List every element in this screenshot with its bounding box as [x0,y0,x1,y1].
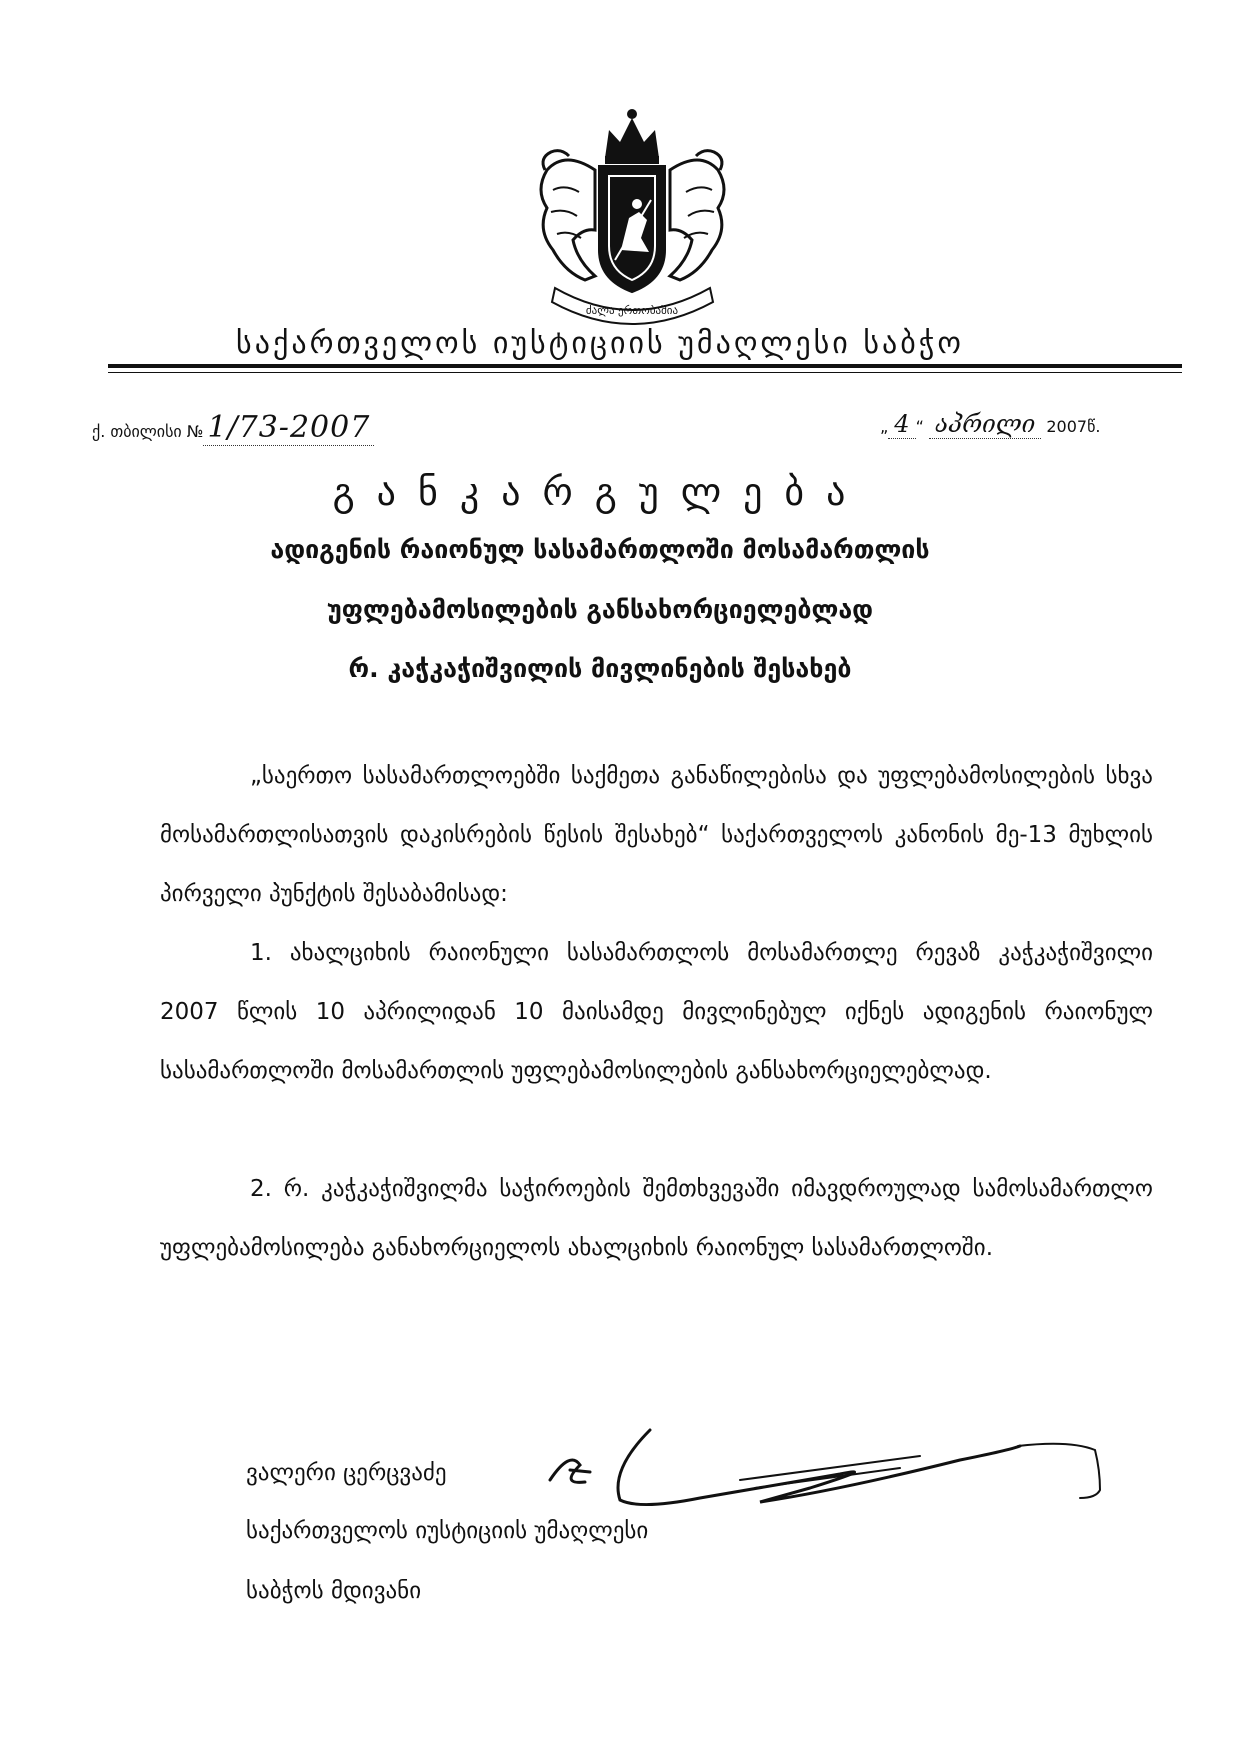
institution-name: საქართველოს იუსტიციის უმაღლესი საბჭო [236,326,964,361]
document-number-line [92,410,374,445]
decision-item-2: 2. რ. კაჭკაჭიშვილმა საჭიროების შემთხვევაში იმავდროულად სამოსამართლო უფლებამოსილება განახორციელოს ახალციხის რაიონულ სასამართლოში. [160,1176,1153,1261]
date-suffix: წ. [1087,417,1101,436]
date-day: 4 [888,410,915,439]
date-month: აპრილი [929,410,1041,439]
signatory-name: ვალერი ცერცვაძე [246,1460,447,1486]
date-quote-open: „ [880,417,889,436]
date-year: 2007 [1046,417,1088,436]
subtitle-line-3: რ. კაჭკაჭიშვილის მივლინების შესახებ [348,654,852,683]
document-title: განკარგულება [332,470,868,514]
signatory-title-line-2: საბჭოს მდივანი [246,1578,422,1604]
header-rule-thick [108,364,1182,368]
handwritten-signature [540,1410,1120,1520]
document-number: 1/73-2007 [203,410,374,446]
coat-of-arms-emblem [525,100,740,330]
city-prefix: ქ. თბილისი № [92,422,204,441]
document-date-line [880,410,1100,438]
date-quote-close: “ [915,417,924,436]
subtitle-line-2: უფლებამოსილების განსახორციელებლად [326,595,874,624]
decision-item-1: 1. ახალციხის რაიონული სასამართლოს მოსამართლე რევაზ კაჭკაჭიშვილი 2007 წლის 10 აპრილიდან 10 მაისამდე მივლინებულ იქნეს ადიგენის რაიონულ სასამართლოში მოსამართლის უფლებამოსილების განსახორციელებლად. [160,940,1153,1084]
intro-paragraph: „საერთო სასამართლოებში საქმეთა განაწილებისა და უფლებამოსილების სხვა მოსამართლისათვის დაკისრების წესის შესახებ“ საქართველოს კანონის მე-13 მუხლის პირველი პუნქტის შესაბამისად: [160,763,1153,907]
header-rule-thin [108,372,1182,373]
subtitle-line-1: ადიგენის რაიონულ სასამართლოში მოსამართლის [270,535,930,564]
signatory-title-line-1: საქართველოს იუსტიციის უმაღლესი [246,1518,649,1544]
emblem-motto: ძალა ერთობაშია [585,304,679,317]
